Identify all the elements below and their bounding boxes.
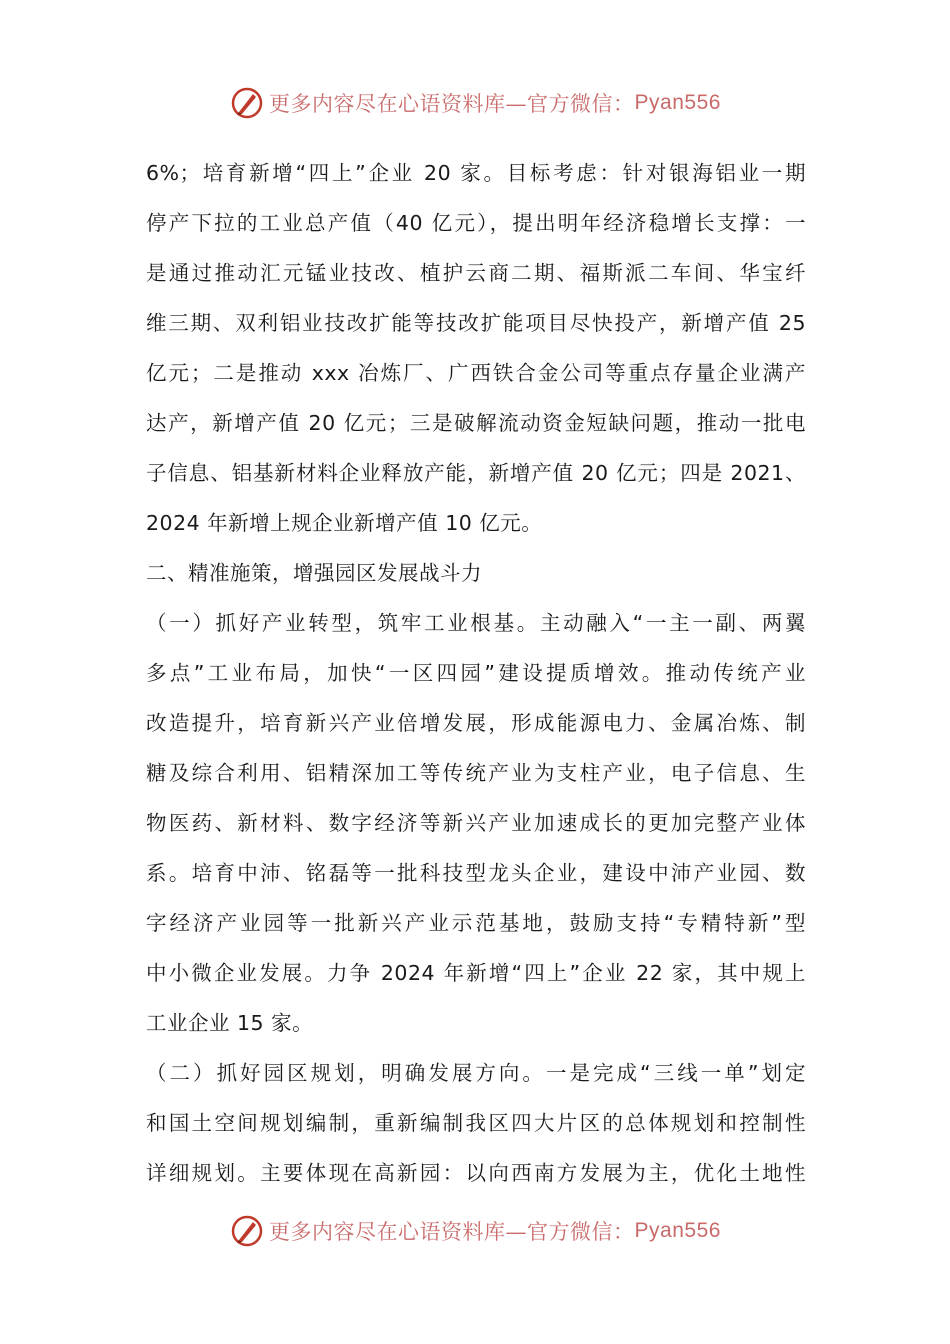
- body-line: 系。培育中沛、铭磊等一批科技型龙头企业，建设中沛产业园、数: [146, 861, 806, 885]
- body-line: 改造提升，培育新兴产业倍增发展，形成能源电力、金属冶炼、制: [146, 711, 806, 735]
- body-line: 亿元；二是推动 xxx 冶炼厂、广西铁合金公司等重点存量企业满产: [146, 361, 806, 385]
- footer-banner-text: 更多内容尽在心语资料库—官方微信：: [269, 1220, 635, 1244]
- body-line: 物医药、新材料、数字经济等新兴产业加速成长的更加完整产业体: [146, 811, 806, 835]
- document-body: [146, 148, 806, 1198]
- header-banner-text: 更多内容尽在心语资料库—官方微信：: [269, 92, 635, 116]
- body-line: （一）抓好产业转型，筑牢工业根基。主动融入“一主一副、两翼: [146, 611, 806, 635]
- body-line: 维三期、双利铝业技改扩能等技改扩能项目尽快投产，新增产值 25: [146, 311, 806, 335]
- body-line: 工业企业 15 家。: [146, 1011, 314, 1035]
- body-line: 达产，新增产值 20 亿元；三是破解流动资金短缺问题，推动一批电: [146, 411, 806, 435]
- body-line: （二）抓好园区规划，明确发展方向。一是完成“三线一单”划定: [146, 1061, 806, 1085]
- body-line: 糖及综合利用、铝精深加工等传统产业为支柱产业，电子信息、生: [146, 761, 806, 785]
- body-line: 多点”工业布局，加快“一区四园”建设提质增效。推动传统产业: [146, 661, 806, 685]
- header-banner-wechat: Pyan556: [634, 91, 721, 114]
- body-line: 是通过推动汇元锰业技改、植护云商二期、福斯派二车间、华宝纤: [146, 261, 806, 285]
- header-watermark-banner: [0, 83, 950, 123]
- body-line: 2024 年新增上规企业新增产值 10 亿元。: [146, 511, 543, 535]
- body-line: 6%；培育新增“四上”企业 20 家。目标考虑：针对银海铝业一期: [146, 161, 806, 185]
- body-line: 中小微企业发展。力争 2024 年新增“四上”企业 22 家，其中规上: [146, 961, 806, 985]
- pen-logo-icon: [229, 1213, 265, 1249]
- body-line: 停产下拉的工业总产值（40 亿元），提出明年经济稳增长支撑：一: [146, 211, 806, 235]
- footer-banner-wechat: Pyan556: [634, 1219, 721, 1242]
- pen-logo-icon: [229, 85, 265, 121]
- footer-watermark-banner: [0, 1211, 950, 1251]
- body-line: 详细规划。主要体现在高新园：以向西南方发展为主，优化土地性: [146, 1161, 806, 1185]
- body-line: 字经济产业园等一批新兴产业示范基地，鼓励支持“专精特新”型: [146, 911, 806, 935]
- section-heading: 二、精准施策，增强园区发展战斗力: [146, 561, 482, 585]
- body-line: 子信息、铝基新材料企业释放产能，新增产值 20 亿元；四是 2021、: [146, 461, 806, 485]
- body-line: 和国土空间规划编制，重新编制我区四大片区的总体规划和控制性: [146, 1111, 806, 1135]
